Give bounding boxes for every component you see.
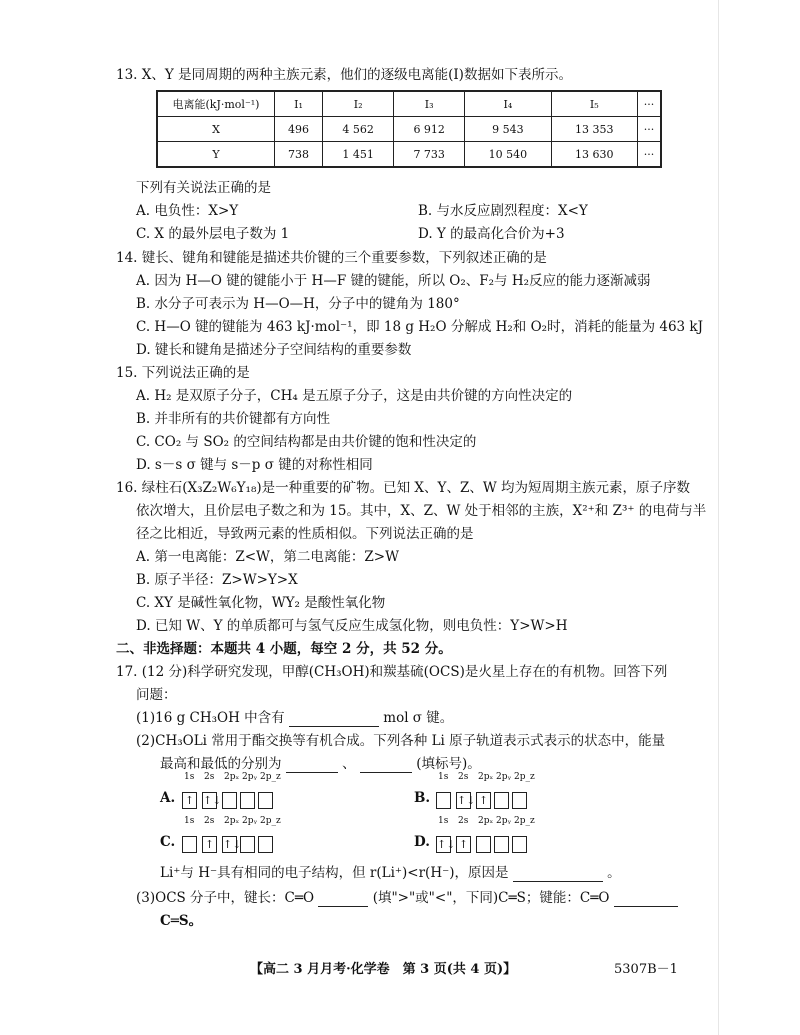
q14-option-c: C. H—O 键的键能为 463 kJ·mol⁻¹，即 18 g H₂O 分解成 H₂和 O₂时，消耗的能量为 463 kJ [136, 319, 704, 335]
orbital-header: 1s [184, 816, 195, 826]
answer-blank[interactable] [286, 758, 338, 773]
table-cell: X [157, 117, 275, 142]
table-cell: 4 562 [323, 117, 394, 142]
q17-part-2-text-b: (填标号)。 [416, 756, 481, 772]
q17-part-1-text-b: mol σ 键。 [383, 710, 454, 726]
orbital-header: 2s [204, 816, 215, 826]
orbital-box [240, 792, 255, 809]
table-header-cell: I₄ [465, 91, 551, 117]
q17-part-2-line-1: (2)CH₃OLi 常用于酯交换等有机合成。下列各种 Li 原子轨道表示式表示的状态中，能量 [136, 733, 666, 749]
q16-stem-line-3: 径之比相近，导致两元素的性质相似。下列说法正确的是 [136, 526, 474, 542]
orbital-header: 2p_z [260, 816, 281, 826]
answer-blank[interactable] [360, 758, 412, 773]
table-cell: 1 451 [323, 142, 394, 168]
page-footer: 【高二 3 月月考·化学卷 第 3 页(共 4 页)】 [250, 962, 517, 977]
orbital-box: ↑ [456, 836, 471, 853]
q16-option-b: B. 原子半径：Z>W>Y>X [136, 572, 298, 588]
table-row [157, 142, 661, 168]
orbital-option-c [160, 816, 360, 866]
q13-stem: 13. X、Y 是同周期的两种主族元素，他们的逐级电离能(I)数据如下表所示。 [116, 67, 572, 83]
q16-option-c: C. XY 是碱性氧化物，WY₂ 是酸性氧化物 [136, 595, 386, 611]
orbital-header: 2p_z [514, 772, 535, 782]
table-cell: 738 [275, 142, 323, 168]
orbital-box [258, 836, 273, 853]
orbital-box [258, 792, 273, 809]
q13-option-d: D. Y 的最高化合价为+3 [418, 226, 565, 242]
orbital-box: ↑↓ [203, 794, 222, 807]
q17-li-text-b: 。 [607, 865, 621, 881]
table-cell: ··· [638, 142, 662, 168]
q13-option-c: C. X 的最外层电子数为 1 [136, 226, 290, 242]
answer-blank[interactable] [318, 892, 368, 907]
table-header-cell: 电离能(kJ·mol⁻¹) [157, 91, 275, 117]
q16-stem-line-1: 16. 绿柱石(X₃Z₂W₆Y₁₈)是一种重要的矿物。已知 X、Y、Z、W 均为短周期主族元素，原子序数 [116, 480, 690, 496]
orbital-header: 2pₓ [478, 816, 494, 826]
table-header-cell: I₃ [394, 91, 465, 117]
q17-part-3-line-1 [136, 889, 678, 907]
orbital-header: 1s [438, 816, 449, 826]
orbital-header: 2p_z [514, 816, 535, 826]
table-cell: 10 540 [465, 142, 551, 168]
orbital-header: 2s [458, 816, 469, 826]
q14-option-b: B. 水分子可表示为 H—O—H，分子中的键角为 180° [136, 296, 460, 312]
q17-part-1-text-a: (1)16 g CH₃OH 中含有 [136, 710, 285, 726]
orbital-header: 2pₓ [224, 816, 240, 826]
orbital-header: 2p_z [260, 772, 281, 782]
q15-option-d: D. s－s σ 键与 s－p σ 键的对称性相同 [136, 457, 373, 473]
orbital-box [494, 792, 509, 809]
q17-li-line [160, 864, 621, 882]
q15-option-b: B. 并非所有的共价键都有方向性 [136, 411, 331, 427]
orbital-box: ↑ [182, 792, 197, 809]
orbital-box: ↑↓ [223, 838, 242, 851]
orbital-box [476, 836, 491, 853]
table-header-cell: I₂ [323, 91, 394, 117]
paper-code: 5307B－1 [614, 962, 678, 977]
table-cell: Y [157, 142, 275, 168]
q17-part-2-line-2 [160, 755, 481, 773]
orbital-header: 1s [438, 772, 449, 782]
orbital-box: ↑ [202, 836, 217, 853]
table-header-row [157, 91, 661, 117]
table-cell: 9 543 [465, 117, 551, 142]
q14-option-d: D. 键长和键角是描述分子空间结构的重要参数 [136, 342, 412, 358]
orbital-box [494, 836, 509, 853]
table-cell: 7 733 [394, 142, 465, 168]
section-2-heading: 二、非选择题：本题共 4 小题，每空 2 分，共 52 分。 [116, 641, 452, 657]
table-header-cell: I₁ [275, 91, 323, 117]
q13-option-b: B. 与水反应剧烈程度：X<Y [418, 203, 588, 219]
orbital-header: 2pᵧ [496, 772, 511, 782]
q17-part-1 [136, 709, 453, 727]
table-cell: 6 912 [394, 117, 465, 142]
q17-part-3-line-2: C═S。 [160, 913, 203, 929]
q17-part-2-text-a: 最高和最低的分别为 [160, 756, 282, 772]
table-cell: 13 630 [551, 142, 637, 168]
table-row [157, 117, 661, 142]
orbital-header: 2s [458, 772, 469, 782]
orbital-box [222, 792, 237, 809]
answer-blank[interactable] [289, 712, 379, 727]
orbital-box: ↑ [476, 792, 491, 809]
answer-blank[interactable] [513, 867, 603, 882]
q17-stem-line-1: 17. (12 分)科学研究发现，甲醇(CH₃OH)和羰基硫(OCS)是火星上存在的有机物。回答下列 [116, 664, 668, 680]
orbital-label: C. [160, 834, 176, 850]
orbital-box: ↑↓ [457, 794, 476, 807]
orbital-label: B. [414, 790, 431, 806]
orbital-box [182, 836, 197, 853]
q17-part-2-sep: 、 [342, 756, 356, 772]
orbital-box [512, 792, 527, 809]
table-cell: 496 [275, 117, 323, 142]
orbital-header: 2pₓ [478, 772, 494, 782]
orbital-label: A. [160, 790, 176, 806]
q13-option-a: A. 电负性：X>Y [136, 203, 239, 219]
q17-part-3-text-b: (填">"或"<"，下同)C═S；键能：C═O [372, 890, 610, 906]
table-header-cell: ··· [638, 91, 662, 117]
orbital-header: 2s [204, 772, 215, 782]
q14-stem: 14. 键长、键角和键能是描述共价键的三个重要参数，下列叙述正确的是 [116, 250, 547, 266]
q16-stem-line-2: 依次增大，且价层电子数之和为 15。其中，X、Z、W 处于相邻的主族，X²⁺和 Z³⁺ 的电荷与半 [136, 503, 707, 519]
q16-option-d: D. 已知 W、Y 的单质都可与氢气反应生成氢化物，则电负性：Y>W>H [136, 618, 568, 634]
table-cell: ··· [638, 117, 662, 142]
q17-stem-line-2: 问题： [136, 687, 177, 703]
orbital-header: 2pᵧ [242, 816, 257, 826]
orbital-header: 2pᵧ [242, 772, 257, 782]
q14-option-a: A. 因为 H—O 键的键能小于 H—F 键的键能，所以 O₂、F₂与 H₂反应的能力逐渐减弱 [136, 273, 651, 289]
orbital-box [240, 836, 255, 853]
answer-blank[interactable] [614, 892, 678, 907]
page-edge-line [718, 0, 719, 1035]
table-cell: 13 353 [551, 117, 637, 142]
q15-option-c: C. CO₂ 与 SO₂ 的空间结构都是由共价键的饱和性决定的 [136, 434, 477, 450]
q17-part-3-text-a: (3)OCS 分子中，键长：C═O [136, 890, 315, 906]
orbital-box: ↑↓ [437, 838, 456, 851]
ionization-energy-table [156, 90, 662, 168]
orbital-header: 1s [184, 772, 195, 782]
orbital-option-d [414, 816, 614, 866]
q16-option-a: A. 第一电离能：Z<W，第二电离能：Z>W [136, 549, 399, 565]
orbital-header: 2pᵧ [496, 816, 511, 826]
q17-li-text-a: Li⁺与 H⁻具有相同的电子结构，但 r(Li⁺)<r(H⁻)，原因是 [160, 865, 509, 881]
orbital-label: D. [414, 834, 430, 850]
q15-option-a: A. H₂ 是双原子分子，CH₄ 是五原子分子，这是由共价键的方向性决定的 [136, 388, 573, 404]
q15-stem: 15. 下列说法正确的是 [116, 365, 250, 381]
orbital-box [436, 792, 451, 809]
orbital-header: 2pₓ [224, 772, 240, 782]
q13-question: 下列有关说法正确的是 [136, 180, 271, 196]
orbital-box [512, 836, 527, 853]
table-header-cell: I₅ [551, 91, 637, 117]
